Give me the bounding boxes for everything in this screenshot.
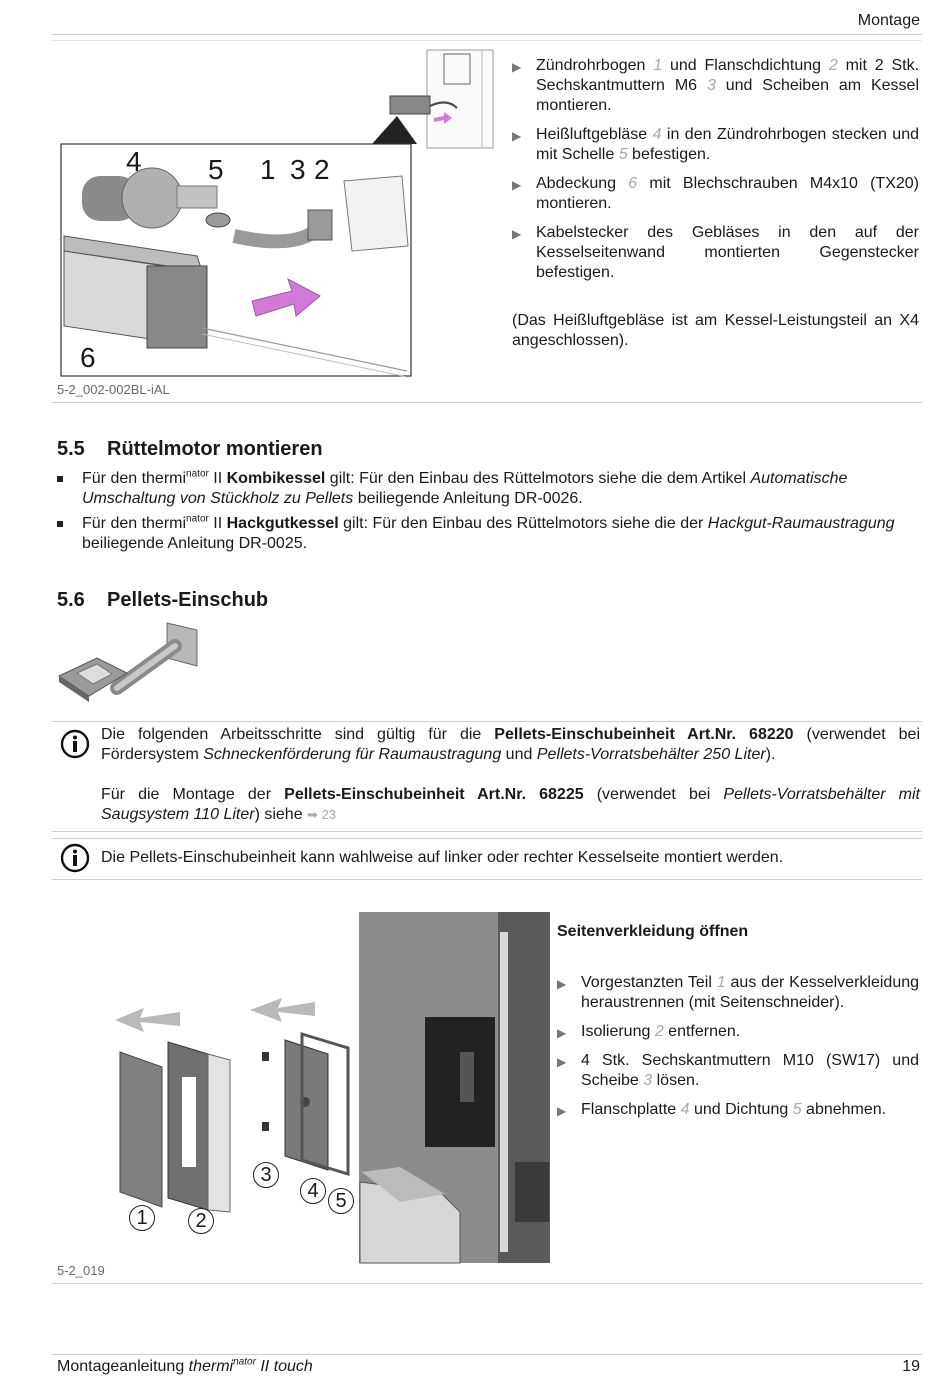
figure2-caption: 5-2_019 bbox=[57, 1263, 105, 1278]
figure-hot-air-blower bbox=[52, 46, 497, 381]
subheading-side-panel: Seitenverkleidung öffnen bbox=[557, 923, 749, 940]
step-item: ▶ Isolierung 2 entfernen. bbox=[557, 1022, 919, 1042]
info2-rule-top bbox=[52, 838, 922, 839]
callout-4: 4 bbox=[300, 1178, 326, 1204]
callout-1: 1 bbox=[260, 154, 276, 185]
assembly-steps-1 bbox=[512, 56, 919, 292]
callout-5: 5 bbox=[208, 154, 224, 185]
step-item: ▶ Flanschplatte 4 und Dichtung 5 abnehmen. bbox=[557, 1100, 919, 1120]
info-icon bbox=[60, 843, 90, 873]
step-item: ▶ Zündrohrbogen 1 und Flanschdichtung 2 mit 2 Stk. Sechskantmuttern M6 3 und Scheiben am Kessel montieren. bbox=[512, 56, 919, 116]
info-note-article-68220: Die folgenden Arbeitsschritte sind gültig für die Pellets-Einschubeinheit Art.Nr. 68220 (verwendet bei Fördersystem Schneckenförderung für Raumaustragung und Pellets-Vorratsbehälter 250 Liter). bbox=[101, 726, 921, 763]
callout-2: 2 bbox=[188, 1208, 214, 1234]
footer-document-title: Montageanleitung thermi$^{nator}$ II touch bbox=[57, 1356, 313, 1375]
page-reference-link[interactable]: ➡ 23 bbox=[307, 807, 337, 822]
callout-3: 3 bbox=[290, 154, 306, 185]
callout-2: 2 bbox=[314, 154, 330, 185]
section-heading-5-6: 5.6 Pellets-Einschub bbox=[57, 589, 269, 611]
step-item: ▶ Abdeckung 6 mit Blechschrauben M4x10 (TX20) montieren. bbox=[512, 174, 919, 214]
side-panel-exploded-illustration bbox=[100, 912, 552, 1264]
header-rule bbox=[52, 34, 922, 35]
arrow-right-icon: ➡ bbox=[307, 807, 318, 822]
figure1-rule bbox=[52, 402, 922, 403]
callout-1: 1 bbox=[129, 1205, 155, 1231]
pellet-feeder-thumbnail bbox=[57, 618, 202, 713]
step-item: ▶ Vorgestanzten Teil 1 aus der Kesselverkleidung heraustrennen (mit Seitenschneider). bbox=[557, 973, 919, 1013]
note-connection: (Das Heißluftgebläse ist am Kessel-Leistungsteil an X4 angeschlossen). bbox=[512, 312, 919, 349]
info1-rule-top bbox=[52, 721, 922, 722]
info1-rule-bottom bbox=[52, 831, 922, 832]
figure-side-panel-opening bbox=[100, 912, 552, 1264]
running-header: Montage bbox=[857, 12, 920, 29]
footer-rule bbox=[52, 1354, 922, 1355]
header-rule-thin bbox=[52, 40, 922, 41]
step-item: ▶ Heißluftgebläse 4 in den Zündrohrbogen stecken und mit Schelle 5 befestigen. bbox=[512, 125, 919, 165]
callout-6: 6 bbox=[80, 342, 96, 373]
info-note-article-68225: Für die Montage der Pellets-Einschubeinheit Art.Nr. 68225 (verwendet bei Pellets-Vorratsbehälter mit Saugsystem 110 Liter) siehe ➡ 23 bbox=[101, 786, 920, 823]
step-item: ▶ Kabelstecker des Gebläses in den auf der Kesselseitenwand montierten Gegenstecker befestigen. bbox=[512, 223, 919, 283]
info-note-mounting-side: Die Pellets-Einschubeinheit kann wahlweise auf linker oder rechter Kesselseite montiert werden. bbox=[101, 849, 784, 866]
figure2-rule bbox=[52, 1283, 922, 1284]
blower-assembly-illustration bbox=[52, 46, 497, 381]
bullet-kombikessel: Für den thermi$^{nator}$ II Kombikessel gilt: Für den Einbau des Rüttelmotors siehe die dem Artikel Automatische Umschaltung von Stückholz zu Pellets beiliegende Anleitung DR-0026. bbox=[57, 469, 927, 509]
bullet-hackgutkessel: Für den thermi$^{nator}$ II Hackgutkessel gilt: Für den Einbau des Rüttelmotors siehe die der Hackgut-Raumaustragung beiliegende Anleitung DR-0025. bbox=[57, 514, 927, 554]
figure1-caption: 5-2_002-002BL-iAL bbox=[57, 382, 170, 397]
callout-4: 4 bbox=[126, 146, 142, 177]
page-number: 19 bbox=[902, 1358, 920, 1375]
callout-3: 3 bbox=[253, 1162, 279, 1188]
assembly-steps-2 bbox=[557, 973, 919, 1129]
step-item: ▶ 4 Stk. Sechskantmuttern M10 (SW17) und Scheibe 3 lösen. bbox=[557, 1051, 919, 1091]
info2-rule-bottom bbox=[52, 879, 922, 880]
section-heading-5-5: 5.5 Rüttelmotor montieren bbox=[57, 438, 323, 460]
callout-5: 5 bbox=[328, 1188, 354, 1214]
info-icon bbox=[60, 729, 90, 759]
